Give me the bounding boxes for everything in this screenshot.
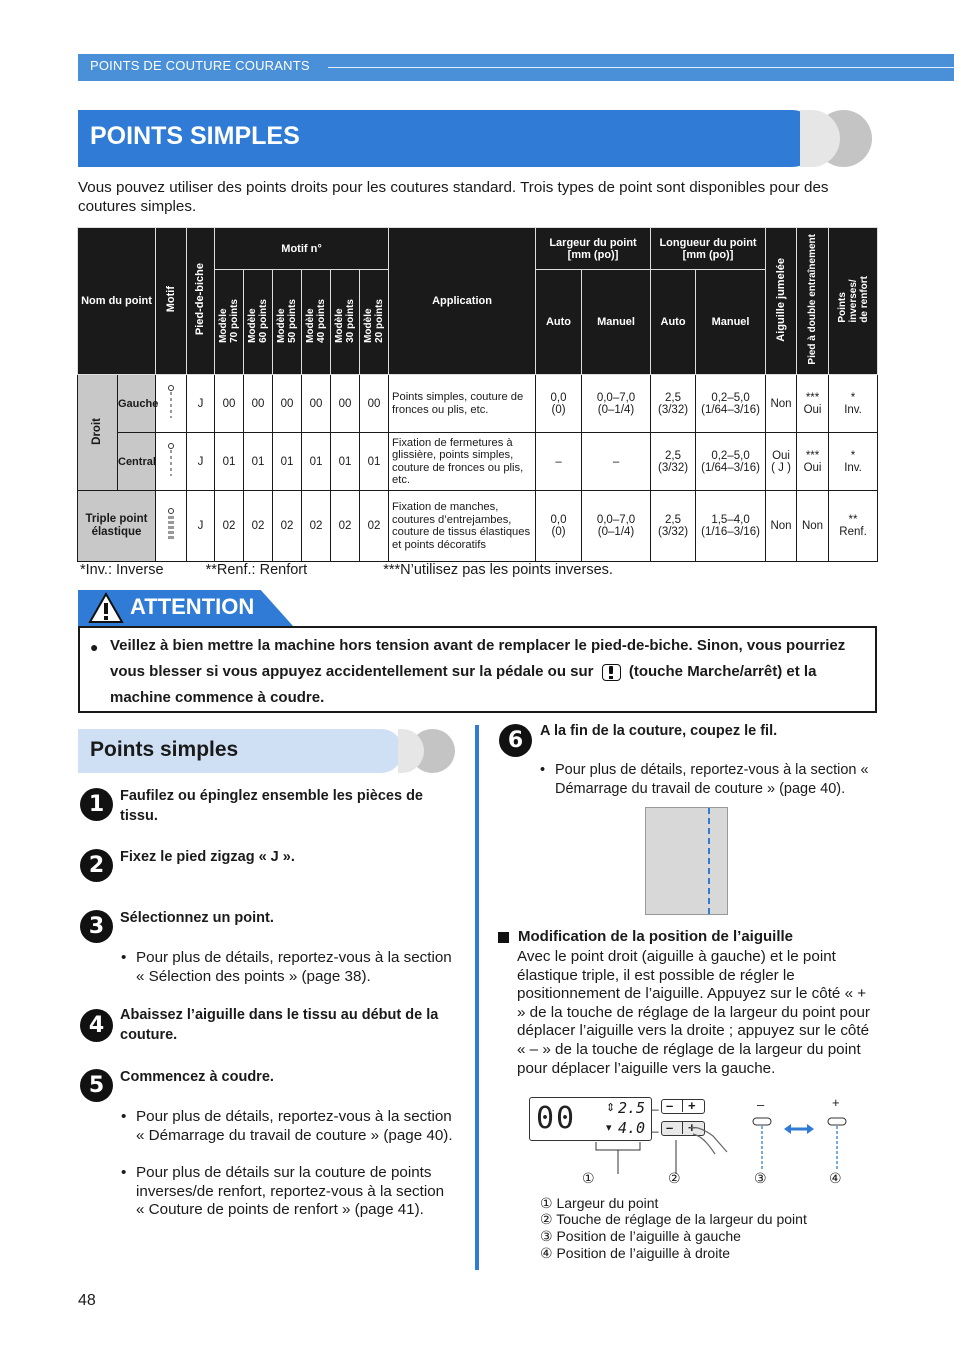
square-bullet-icon bbox=[498, 932, 509, 943]
footnote-renf: **Renf.: Renfort bbox=[205, 562, 308, 578]
step-3-bullet: • Pour plus de détails, reportez-vous à la section « Sélection des points » (page 38). bbox=[121, 949, 452, 985]
table-row bbox=[78, 491, 878, 562]
stitch-motif-icon bbox=[156, 375, 187, 433]
cell-application: Points simples, couture de fronces ou plis, etc. bbox=[389, 375, 536, 433]
header-band bbox=[78, 54, 954, 81]
cell-code: 01 bbox=[302, 433, 331, 491]
cell-code: 01 bbox=[215, 433, 244, 491]
table-footnotes bbox=[80, 562, 613, 578]
step-1-text: Faufilez ou épinglez ensemble les pièces de tissu. bbox=[120, 788, 423, 824]
cell-aiguille: Non bbox=[766, 375, 797, 433]
key-minus-label: – bbox=[652, 1124, 659, 1138]
cell-inverse: ** Renf. bbox=[829, 491, 878, 562]
header-motif-no: Motif n° bbox=[215, 228, 389, 270]
header-largeur-auto: Auto bbox=[536, 270, 582, 375]
page-title: POINTS SIMPLES bbox=[90, 122, 300, 150]
cell-code: 02 bbox=[273, 491, 302, 562]
page-number: 48 bbox=[78, 1292, 96, 1309]
legend-item: ② Touche de réglage de la largeur du point bbox=[540, 1211, 807, 1227]
warning-icon bbox=[88, 592, 124, 624]
step-6-bullet: • Pour plus de détails, reportez-vous à la section « Démarrage du travail de couture » (page 40). bbox=[540, 762, 869, 797]
cell-longueur-auto: 2,5 (3/32) bbox=[651, 433, 696, 491]
cell-pied-double: *** Oui bbox=[797, 375, 829, 433]
group-droit: Droit bbox=[78, 375, 118, 491]
header-aiguille: Aiguille jumelée bbox=[766, 228, 797, 375]
cell-largeur-manuel: 0,0–7,0 (0–1/4) bbox=[582, 491, 651, 562]
cell-largeur-auto: 0,0 (0) bbox=[536, 375, 582, 433]
header-model: Modèle 70 points bbox=[215, 270, 244, 375]
step-4-text: Abaissez l’aiguille dans le tissu au début de la couture. bbox=[120, 1007, 439, 1043]
attention-text bbox=[110, 633, 870, 711]
cell-largeur-auto: – bbox=[536, 433, 582, 491]
header-rule bbox=[328, 67, 954, 68]
header-longueur: Longueur du point [mm (po)] bbox=[651, 228, 766, 270]
step-5-bullet: • Pour plus de détails sur la couture de points inverses/de renfort, reportez-vous à la section « Couture de points de renfort » (page 41). bbox=[121, 1164, 445, 1219]
modification-body: Avec le point droit (aiguille à gauche) et le point élastique triple, il est possible de régler le positionnement de l’aiguille. Appuyez sur le côté « + » de la touche de réglage de la largeur du point pour déplacer l’aiguille vers la droite ; appuyez sur le côté « – » de la touche de réglage de la largeur du point pour déplacer l’aiguille vers la gauche. bbox=[517, 948, 870, 1077]
header-largeur-manuel: Manuel bbox=[582, 270, 651, 375]
cell-code: 00 bbox=[244, 375, 273, 433]
lcd-display bbox=[529, 1097, 652, 1141]
row-name: Triple point élastique bbox=[78, 491, 156, 562]
attention-line: Veillez à bien mettre la machine hors tension avant de remplacer le pied-de-biche. Sinon, vous pourriez bbox=[110, 637, 846, 654]
table-row bbox=[78, 375, 878, 433]
attention-label: ATTENTION bbox=[130, 594, 255, 619]
cell-largeur-manuel: – bbox=[582, 433, 651, 491]
cell-code: 02 bbox=[331, 491, 360, 562]
attention-line: machine commence à coudre. bbox=[110, 689, 325, 706]
callout-2: ② bbox=[668, 1170, 681, 1186]
cell-longueur-manuel: 0,2–5,0 (1/64–3/16) bbox=[696, 375, 766, 433]
cell-longueur-auto: 2,5 (3/32) bbox=[651, 375, 696, 433]
cell-code: 01 bbox=[360, 433, 389, 491]
step-6-number: 6 bbox=[499, 724, 532, 757]
cell-longueur-auto: 2,5 (3/32) bbox=[651, 491, 696, 562]
header-model: Modèle 40 points bbox=[302, 270, 331, 375]
cell-code: 02 bbox=[215, 491, 244, 562]
cell-code: 02 bbox=[302, 491, 331, 562]
cell-code: 01 bbox=[273, 433, 302, 491]
start-stop-key-icon bbox=[602, 664, 621, 681]
callout-1: ① bbox=[582, 1170, 595, 1186]
step-5-text: Commencez à coudre. bbox=[120, 1069, 274, 1085]
legend-item: ④ Position de l’aiguille à droite bbox=[540, 1245, 731, 1261]
lcd-pattern: 00 bbox=[536, 1101, 577, 1136]
header-pied: Pied-de-biche bbox=[187, 228, 215, 375]
header-pied-double: Pied à double entraînement bbox=[797, 228, 829, 375]
stitch-motif-icon bbox=[156, 491, 187, 562]
cell-pied: J bbox=[187, 491, 215, 562]
lcd-width: 2.5 bbox=[618, 1099, 646, 1117]
title-bar bbox=[78, 110, 820, 167]
step-5-number: 5 bbox=[80, 1069, 113, 1102]
table-row bbox=[78, 433, 878, 491]
cell-inverse: * Inv. bbox=[829, 433, 878, 491]
header-motif: Motif bbox=[156, 228, 187, 375]
width-adjust-key[interactable]: – + bbox=[661, 1099, 705, 1114]
column-divider bbox=[475, 725, 479, 1270]
cell-largeur-auto: 0,0 (0) bbox=[536, 491, 582, 562]
cell-aiguille: Non bbox=[766, 491, 797, 562]
width-adjust-key-pressed[interactable]: – + bbox=[661, 1121, 705, 1136]
cell-code: 00 bbox=[302, 375, 331, 433]
cell-code: 00 bbox=[331, 375, 360, 433]
needle-plus-label: + bbox=[832, 1095, 840, 1110]
header-model: Modèle 20 points bbox=[360, 270, 389, 375]
step-1-number: 1 bbox=[80, 788, 113, 821]
cell-code: 01 bbox=[331, 433, 360, 491]
header-model: Modèle 50 points bbox=[273, 270, 302, 375]
cell-code: 01 bbox=[244, 433, 273, 491]
cell-pied-double: *** Oui bbox=[797, 433, 829, 491]
cell-code: 02 bbox=[244, 491, 273, 562]
lcd-length-icon: ▾ bbox=[606, 1122, 612, 1134]
stitch-motif-icon bbox=[156, 433, 187, 491]
row-name: Central bbox=[118, 433, 156, 491]
step-3-number: 3 bbox=[80, 910, 113, 943]
cell-code: 00 bbox=[360, 375, 389, 433]
step-6-text: A la fin de la couture, coupez le fil. bbox=[540, 723, 778, 739]
step-4-number: 4 bbox=[80, 1009, 113, 1042]
section-label: POINTS DE COUTURE COURANTS bbox=[90, 58, 310, 73]
cell-aiguille: Oui ( J ) bbox=[766, 433, 797, 491]
header-largeur: Largeur du point [mm (po)] bbox=[536, 228, 651, 270]
header-inverses: Points inverses/ de renfort bbox=[829, 228, 878, 375]
cell-application: Fixation de manches, coutures d’entrejambes, couture de tissus élastiques et points décoratifs bbox=[389, 491, 536, 562]
cell-pied: J bbox=[187, 433, 215, 491]
header-longueur-manuel: Manuel bbox=[696, 270, 766, 375]
step-2-text: Fixez le pied zigzag « J ». bbox=[120, 849, 295, 865]
callout-3: ③ bbox=[754, 1170, 767, 1186]
section-title: Points simples bbox=[90, 738, 239, 761]
modification-heading: Modification de la position de l’aiguille bbox=[518, 928, 794, 945]
cell-code: 00 bbox=[215, 375, 244, 433]
stitch-table bbox=[77, 227, 878, 562]
fabric-illustration bbox=[645, 807, 728, 915]
attention-line: vous blesser si vous appuyez accidentellement sur la pédale ou sur (touche Marche/arrêt) et la bbox=[110, 663, 817, 680]
step-3-text: Sélectionnez un point. bbox=[120, 910, 274, 926]
footnote-inv: *Inv.: Inverse bbox=[80, 562, 164, 578]
callout-4: ④ bbox=[829, 1170, 842, 1186]
lcd-length: 4.0 bbox=[618, 1119, 646, 1137]
cell-longueur-manuel: 0,2–5,0 (1/64–3/16) bbox=[696, 433, 766, 491]
header-nom: Nom du point bbox=[78, 228, 156, 375]
lcd-width-icon: ⇕ bbox=[606, 1102, 616, 1114]
header-longueur-auto: Auto bbox=[651, 270, 696, 375]
row-name: Gauche bbox=[118, 375, 156, 433]
cell-inverse: * Inv. bbox=[829, 375, 878, 433]
attention-bullet: ● bbox=[90, 639, 99, 655]
finger-icon bbox=[685, 1124, 730, 1156]
footnote-noinv: ***N’utilisez pas les points inverses. bbox=[383, 562, 613, 578]
header-application: Application bbox=[389, 228, 536, 375]
step-2-number: 2 bbox=[80, 849, 113, 882]
key-minus-label: – bbox=[652, 1102, 659, 1116]
step-5-bullet: • Pour plus de détails, reportez-vous à la section « Démarrage du travail de couture » (page 40). bbox=[121, 1108, 453, 1144]
cell-longueur-manuel: 1,5–4,0 (1/16–3/16) bbox=[696, 491, 766, 562]
cell-code: 02 bbox=[360, 491, 389, 562]
cell-application: Fixation de fermetures à glissière, points simples, couture de fronces ou plis, etc. bbox=[389, 433, 536, 491]
cell-pied-double: Non bbox=[797, 491, 829, 562]
cell-code: 00 bbox=[273, 375, 302, 433]
cell-pied: J bbox=[187, 375, 215, 433]
legend-item: ③ Position de l’aiguille à gauche bbox=[540, 1228, 741, 1244]
needle-position-diagram bbox=[752, 1113, 847, 1173]
needle-minus-label: – bbox=[757, 1097, 765, 1112]
header-model: Modèle 30 points bbox=[331, 270, 360, 375]
intro-paragraph: Vous pouvez utiliser des points droits pour les coutures standard. Trois types de point sont disponibles pour des coutures simples. bbox=[78, 179, 829, 215]
legend-item: ① Largeur du point bbox=[540, 1195, 659, 1211]
cell-largeur-manuel: 0,0–7,0 (0–1/4) bbox=[582, 375, 651, 433]
header-model: Modèle 60 points bbox=[244, 270, 273, 375]
